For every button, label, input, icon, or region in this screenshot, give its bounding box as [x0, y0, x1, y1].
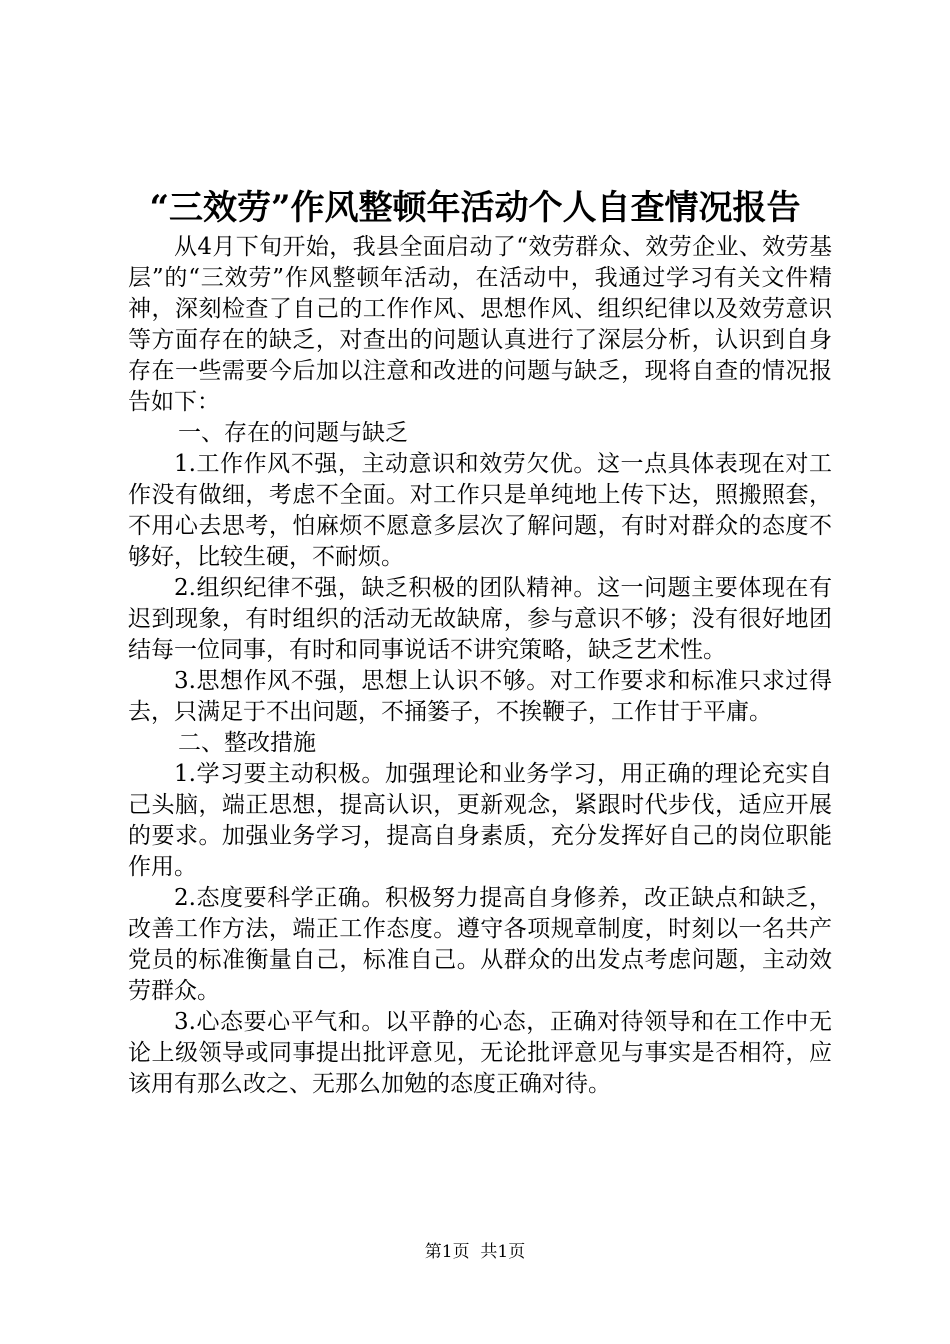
problem-item: 2.组织纪律不强，缺乏积极的团队精神。这一问题主要体现在有迟到现象，有时组织的活动无故缺席，参与意识不够；没有很好地团结每一位同事，有时和同事说话不讲究策略，缺乏艺术性。 [128, 575, 832, 663]
problem-item: 1.工作作风不强，主动意识和效劳欠优。这一点具体表现在对工作没有做细，考虑不全面。对工作只是单纯地上传下达，照搬照套，不用心去思考，怕麻烦不愿意多层次了解问题，有时对群众的态度不够好，比较生硬，不耐烦。 [128, 451, 832, 570]
measure-item: 2.态度要科学正确。积极努力提高自身修养，改正缺点和缺乏，改善工作方法，端正工作态度。遵守各项规章制度，时刻以一名共产党员的标准衡量自己，标准自己。从群众的出发点考虑问题，主动效劳群众。 [128, 885, 832, 1004]
document-body [128, 232, 832, 1100]
section-heading-problems: 一、存在的问题与缺乏 [178, 420, 408, 446]
section-heading-measures: 二、整改措施 [178, 730, 316, 756]
intro-paragraph: 从4月下旬开始，我县全面启动了“效劳群众、效劳企业、效劳基层”的“三效劳”作风整顿年活动，在活动中，我通过学习有关文件精神，深刻检查了自己的工作作风、思想作风、组织纪律以及效劳意识等方面存在的缺乏，对查出的问题认真进行了深层分析，认识到自身存在一些需要今后加以注意和改进的问题与缺乏，现将自查的情况报告如下： [128, 234, 832, 415]
problem-item: 3.思想作风不强，思想上认识不够。对工作要求和标准只求过得去，只满足于不出问题，不捅篓子，不挨鞭子，工作甘于平庸。 [128, 668, 832, 725]
page-total: 共1页 [480, 1242, 526, 1262]
document-title: “三效劳”作风整顿年活动个人自查情况报告 [149, 188, 801, 228]
page-number: 第1页 [424, 1242, 470, 1262]
measure-item: 1.学习要主动积极。加强理论和业务学习，用正确的理论充实自己头脑，端正思想，提高认识，更新观念，紧跟时代步伐，适应开展的要求。加强业务学习，提高自身素质，充分发挥好自己的岗位职能作用。 [128, 761, 832, 880]
measure-item: 3.心态要心平气和。以平静的心态，正确对待领导和在工作中无论上级领导或同事提出批评意见，无论批评意见与事实是否相符，应该用有那么改之、无那么加勉的态度正确对待。 [128, 1009, 832, 1097]
page-footer [0, 1240, 950, 1264]
